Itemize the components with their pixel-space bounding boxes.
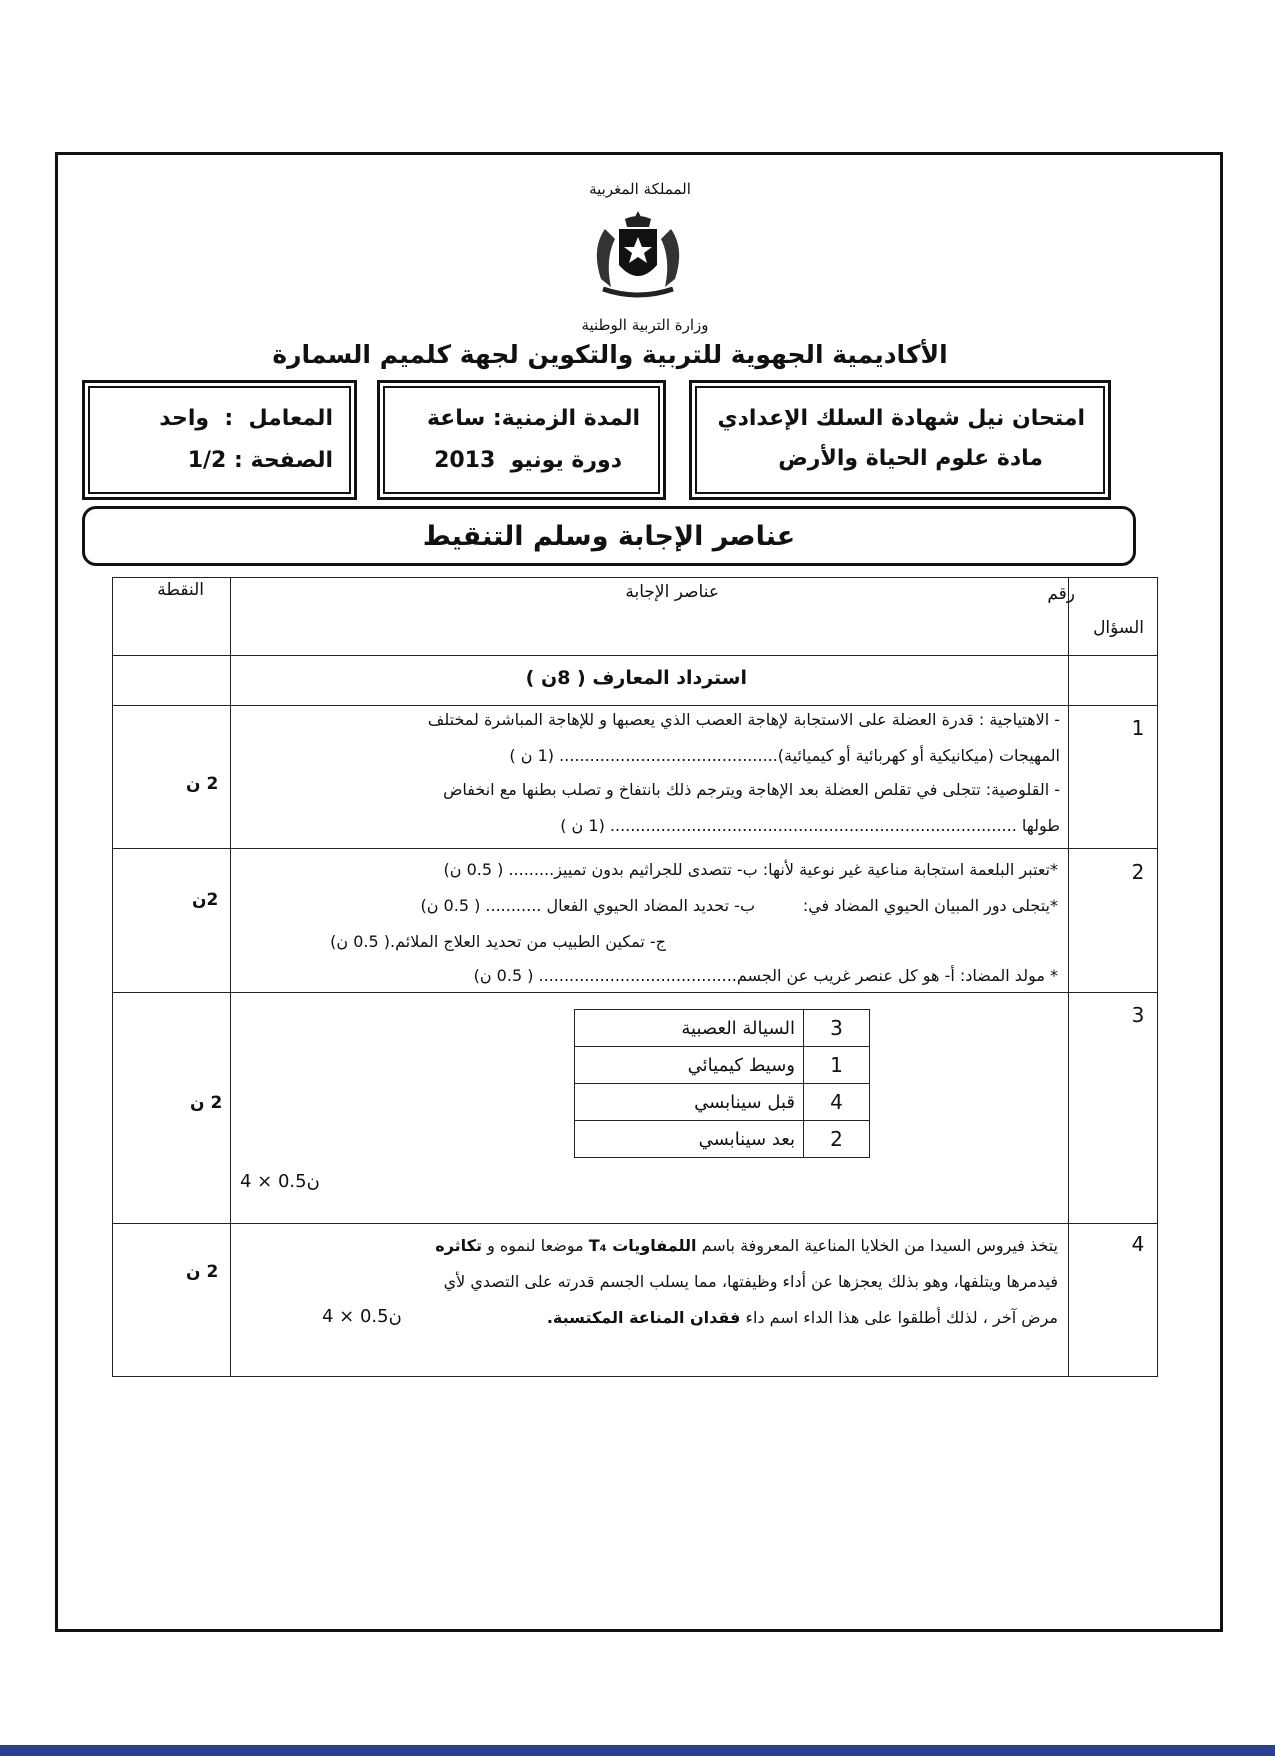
matching-number: 1 bbox=[804, 1047, 870, 1084]
academy-title: الأكاديمية الجهوية للتربية والتكوين لجهة كلميم السمارة bbox=[272, 340, 948, 369]
q4-line-1-d: تكاثره bbox=[435, 1236, 482, 1255]
matching-row bbox=[575, 1121, 870, 1158]
header-row-divider bbox=[113, 655, 1157, 656]
q3-score: 2 ن bbox=[190, 1093, 223, 1113]
duration-value: ساعة bbox=[426, 406, 486, 431]
matching-term: بعد سينابسي bbox=[575, 1121, 804, 1158]
royal-emblem-icon bbox=[585, 207, 691, 299]
page-value: 1/2 bbox=[187, 448, 227, 473]
col-answer-label: عناصر الإجابة bbox=[625, 582, 719, 602]
q4-line-2: فيدمرها ويتلفها، وهو بذلك يعجزها عن أداء وظيفتها، مما يسلب الجسم قدرته على التصدي لأي bbox=[443, 1272, 1058, 1291]
q3-number: 3 bbox=[1131, 1003, 1145, 1027]
q1-line-4: طولها ................................................................................ (1 ن ) bbox=[560, 816, 1060, 835]
q1-line-2: المهيجات (ميكانيكية أو كهربائية أو كيميائية)........................................... (1 ن ) bbox=[509, 746, 1060, 765]
section-row-divider bbox=[113, 705, 1157, 706]
matching-number: 2 bbox=[804, 1121, 870, 1158]
coefficient-value: واحد bbox=[159, 406, 210, 431]
answer-key-banner: عناصر الإجابة وسلم التنقيط bbox=[82, 506, 1136, 566]
matching-row bbox=[575, 1084, 870, 1121]
q2-number: 2 bbox=[1131, 860, 1145, 884]
q3-row-divider bbox=[113, 1223, 1157, 1224]
section-title: استرداد المعارف ( 8ن ) bbox=[525, 667, 747, 689]
q2-line-2-right: ب- تحديد المضاد الحيوي الفعال ........... ( 0.5 ن) bbox=[420, 896, 755, 915]
q1-number: 1 bbox=[1131, 716, 1145, 740]
q1-score: 2 ن bbox=[186, 774, 219, 794]
q2-line-1: *تعتبر البلعمة استجابة مناعية غير نوعية لأنها: ب- تتصدى للجراثيم بدون تمييز......... ( 0.5 ن) bbox=[443, 860, 1058, 879]
matching-number: 3 bbox=[804, 1010, 870, 1047]
matching-term: وسيط كيميائي bbox=[575, 1047, 804, 1084]
q2-row-divider bbox=[113, 992, 1157, 993]
q1-line-3: - القلوصية: تتجلى في تقلص العضلة بعد الإهاجة ويترجم ذلك بانتفاخ و تصلب بطنها مع انخفاض bbox=[443, 780, 1060, 799]
q1-row-divider bbox=[113, 848, 1157, 849]
duration-label: المدة الزمنية: bbox=[492, 406, 640, 431]
subject-title: مادة علوم الحياة والأرض bbox=[778, 446, 1043, 471]
matching-row bbox=[575, 1047, 870, 1084]
matching-table bbox=[574, 1009, 870, 1158]
session-year: 2013 bbox=[434, 448, 496, 473]
ministry-label: وزارة التربية الوطنية bbox=[581, 316, 709, 334]
session-label: دورة يونيو bbox=[510, 448, 622, 473]
score-column-divider bbox=[230, 578, 231, 1376]
q4-line-1-b: اللمفاويات T₄ bbox=[588, 1236, 697, 1255]
q4-line-3-b: فقدان المناعة المكتسبة. bbox=[546, 1308, 741, 1327]
q4-line-3-a: مرض آخر ، لذلك أطلقوا على هذا الداء اسم داء bbox=[745, 1308, 1058, 1327]
coefficient-label: المعامل bbox=[248, 406, 333, 431]
q4-line-1-c: موضعا لنموه و bbox=[487, 1236, 584, 1255]
matching-row bbox=[575, 1010, 870, 1047]
q4-line-1-a: يتخذ فيروس السيدا من الخلايا المناعية المعروفة باسم bbox=[701, 1236, 1058, 1255]
matching-term: السيالة العصبية bbox=[575, 1010, 804, 1047]
scan-edge-bar bbox=[0, 1745, 1275, 1756]
page-label: الصفحة : bbox=[234, 448, 333, 473]
coefficient-separator: : bbox=[224, 406, 234, 431]
matching-term: قبل سينابسي bbox=[575, 1084, 804, 1121]
q4-score: 2 ن bbox=[186, 1262, 219, 1282]
matching-number: 4 bbox=[804, 1084, 870, 1121]
q4-number: 4 bbox=[1131, 1232, 1145, 1256]
q2-line-2-left: *يتجلى دور المبيان الحيوي المضاد في: bbox=[802, 896, 1058, 915]
col-question-label-1: رقم bbox=[1047, 584, 1075, 604]
q4-score-note: 4 × 0.5ن bbox=[322, 1306, 402, 1327]
exam-title: امتحان نيل شهادة السلك الإعدادي bbox=[717, 406, 1085, 431]
q2-line-3: ج- تمكين الطبيب من تحديد العلاج الملائم.( 0.5 ن) bbox=[330, 932, 666, 951]
q3-score-note: 4 × 0.5ن bbox=[240, 1171, 320, 1192]
q2-line-4: * مولد المضاد: أ- هو كل عنصر غريب عن الجسم....................................... ( 0.5 ن) bbox=[473, 966, 1058, 985]
q2-score: 2ن bbox=[192, 890, 219, 910]
col-score-label: النقطة bbox=[157, 580, 204, 600]
q1-line-1: - الاهتياجية : قدرة العضلة على الاستجابة لإهاجة العصب الذي يعصبها و للإهاجة المباشرة لمختلف bbox=[427, 710, 1060, 729]
kingdom-label: المملكة المغربية bbox=[589, 180, 691, 198]
col-question-label-2: السؤال bbox=[1093, 618, 1144, 638]
exam-info-box bbox=[689, 380, 1111, 500]
coefficient-box bbox=[82, 380, 357, 500]
duration-box bbox=[377, 380, 666, 500]
number-column-divider bbox=[1068, 578, 1069, 1376]
